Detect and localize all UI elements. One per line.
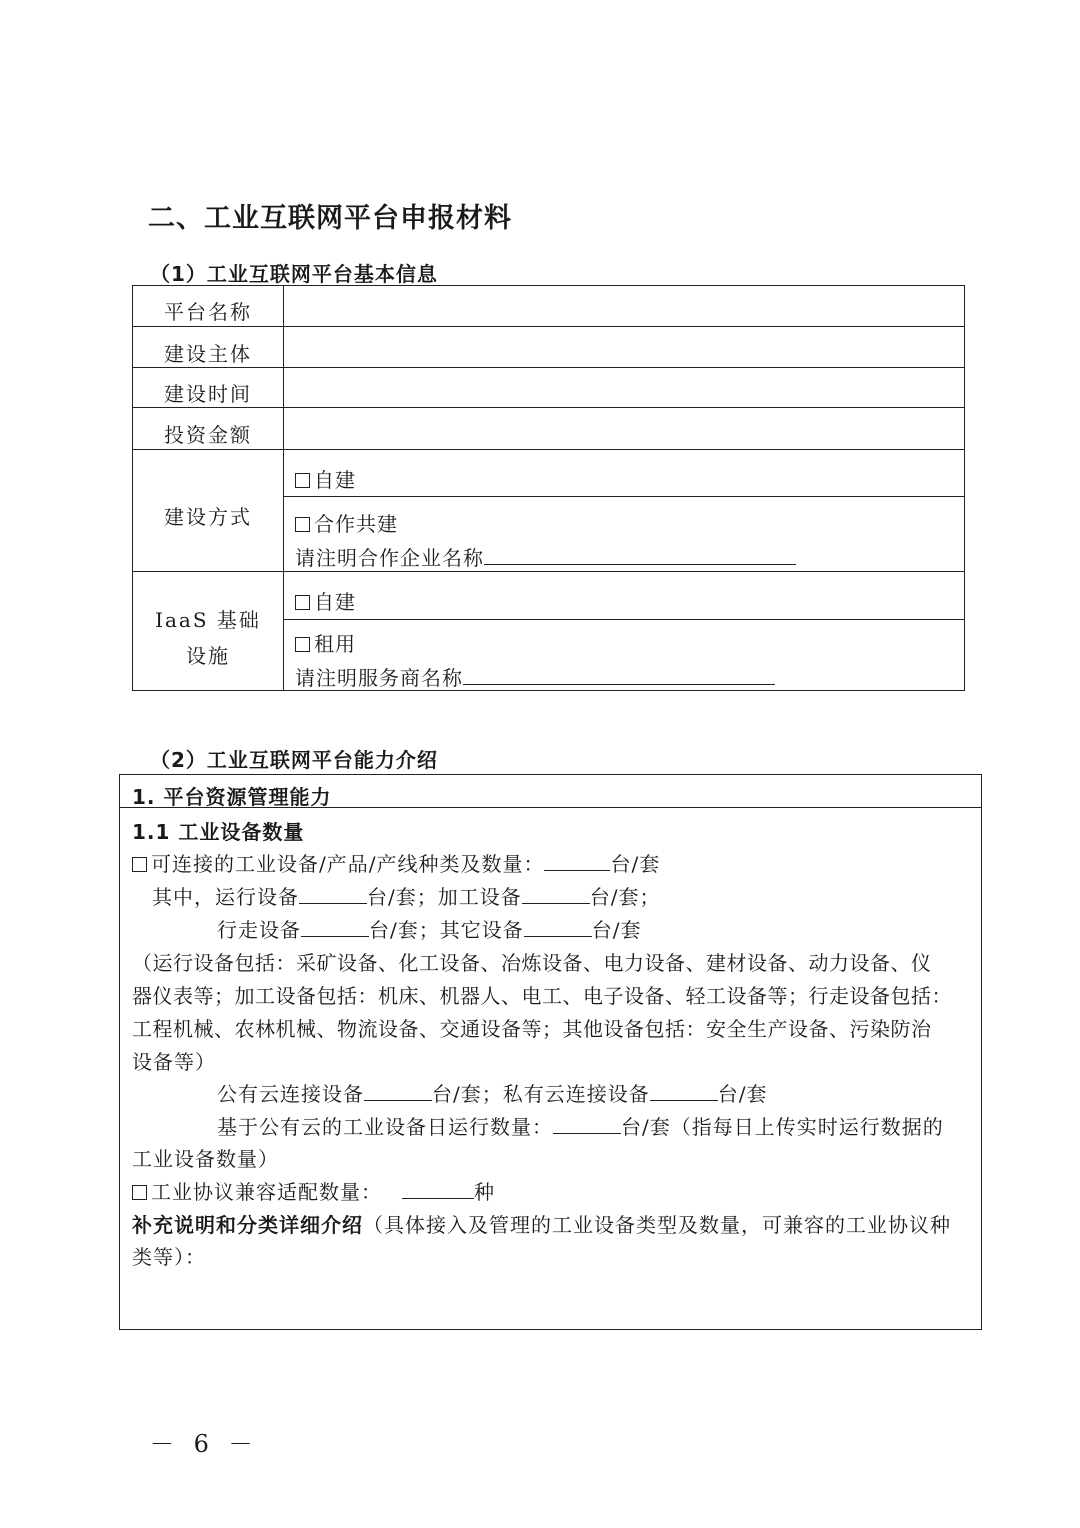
checkbox-icon[interactable]: [295, 517, 310, 532]
supplement-line-2: 类等）：: [132, 1245, 206, 1269]
running-device-blank[interactable]: [299, 902, 367, 904]
public-cloud-blank[interactable]: [364, 1099, 432, 1101]
protocol-count-line: 工业协议兼容适配数量： 种: [132, 1176, 495, 1205]
note-para-4: 设备等）: [132, 1050, 216, 1074]
section-1-title: 1. 平台资源管理能力: [132, 785, 332, 809]
section-title: 二、工业互联网平台申报材料: [148, 203, 512, 234]
iaas-label-line2: 设施: [186, 644, 230, 668]
section-1-1-title: 1.1 工业设备数量: [132, 820, 305, 844]
investment-label: 投资金额: [164, 423, 252, 447]
mobile-device-blank[interactable]: [301, 935, 369, 937]
cloud-connect-line: 公有云连接设备 台/套；私有云连接设备 台/套: [217, 1082, 768, 1106]
supplement-input-area[interactable]: [132, 1271, 967, 1321]
coop-company-blank[interactable]: [484, 563, 796, 565]
coop-company-field[interactable]: 请注明合作企业名称: [295, 542, 796, 571]
note-para-2: 器仪表等；加工设备包括：机床、机器人、电工、电子设备、轻工设备等；行走设备包括：: [132, 984, 952, 1008]
checkbox-icon[interactable]: [295, 637, 310, 652]
device-count-line: 可连接的工业设备/产品/产线种类及数量： 台/套: [132, 848, 660, 877]
capability-table: [119, 774, 982, 1330]
processing-device-blank[interactable]: [522, 902, 590, 904]
checkbox-icon[interactable]: [132, 1185, 147, 1200]
daily-running-blank[interactable]: [553, 1132, 621, 1134]
builder-label: 建设主体: [164, 342, 252, 366]
iaas-self-option[interactable]: 自建: [295, 586, 356, 615]
note-para-3: 工程机械、农林机械、物流设备、交通设备等；其他设备包括：安全生产设备、污染防治: [132, 1017, 932, 1041]
build-time-label: 建设时间: [164, 382, 252, 406]
part2-title: （2）工业互联网平台能力介绍: [150, 748, 438, 772]
daily-running-line-2: 工业设备数量）: [132, 1147, 279, 1171]
supplement-line: 补充说明和分类详细介绍（具体接入及管理的工业设备类型及数量，可兼容的工业协议种: [132, 1213, 951, 1237]
checkbox-icon[interactable]: [295, 595, 310, 610]
note-para-1: （运行设备包括：采矿设备、化工设备、冶炼设备、电力设备、建材设备、动力设备、仪: [132, 951, 932, 975]
service-provider-field[interactable]: 请注明服务商名称: [295, 662, 775, 691]
service-provider-blank[interactable]: [463, 683, 775, 685]
iaas-rent-option[interactable]: 租用: [295, 628, 356, 657]
private-cloud-blank[interactable]: [650, 1099, 718, 1101]
build-mode-label: 建设方式: [164, 505, 252, 529]
daily-running-line: 基于公有云的工业设备日运行数量： 台/套（指每日上传实时运行数据的: [217, 1115, 944, 1139]
device-count-blank[interactable]: [544, 869, 610, 871]
mobile-other-line: 行走设备 台/套；其它设备 台/套: [217, 918, 642, 942]
other-device-blank[interactable]: [524, 935, 592, 937]
basic-info-table: [132, 285, 965, 691]
checkbox-icon[interactable]: [295, 473, 310, 488]
part1-title: （1）工业互联网平台基本信息: [150, 262, 438, 286]
page-number: － 6 －: [150, 1430, 259, 1458]
build-self-option[interactable]: 自建: [295, 464, 356, 493]
protocol-count-blank[interactable]: [402, 1197, 474, 1199]
checkbox-icon[interactable]: [132, 857, 147, 872]
iaas-label-line1: IaaS 基础: [155, 608, 261, 632]
platform-name-label: 平台名称: [164, 300, 252, 324]
build-coop-option[interactable]: 合作共建: [295, 508, 398, 537]
running-processing-line: 其中，运行设备 台/套；加工设备 台/套；: [152, 885, 661, 909]
